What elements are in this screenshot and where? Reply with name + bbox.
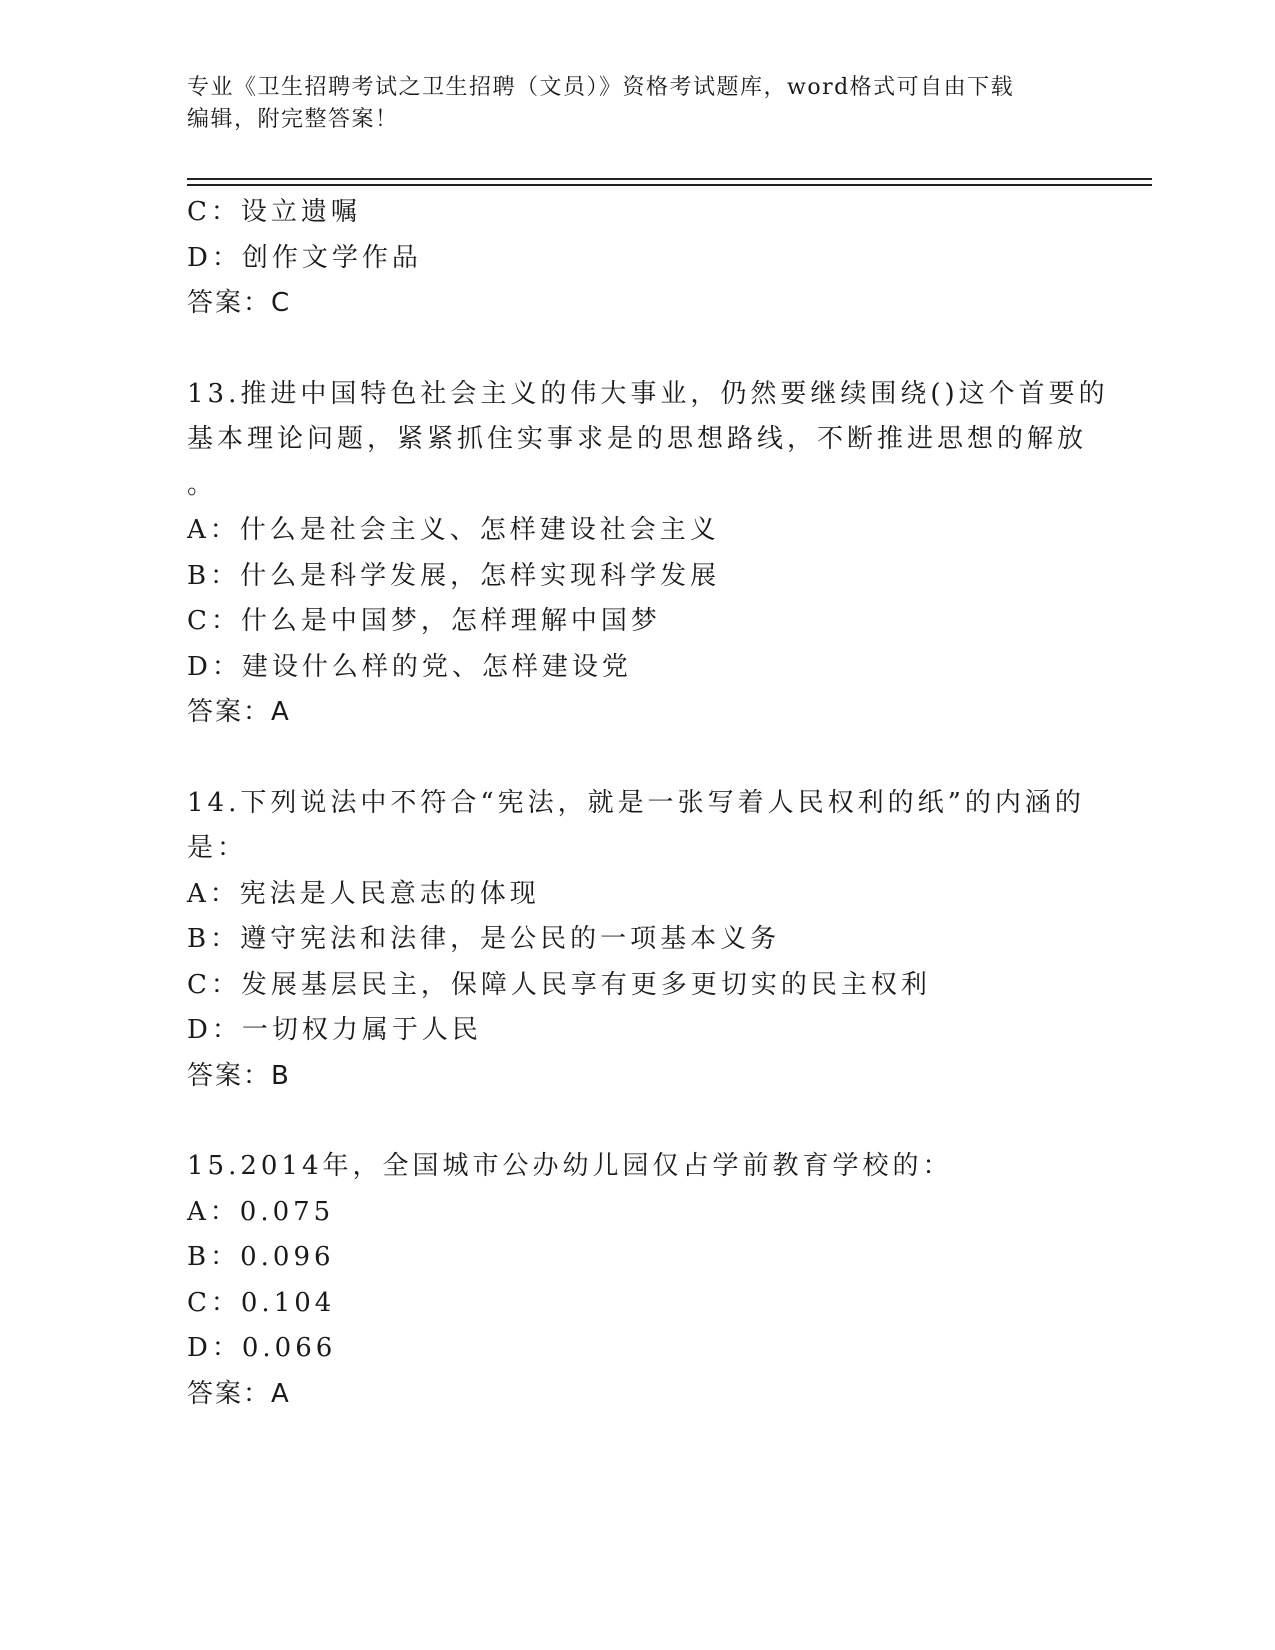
answer-line: 答案：C [187, 288, 292, 318]
option-b: B：什么是科学发展，怎样实现科学发展 [187, 560, 721, 591]
stem-line: 是： [187, 833, 248, 863]
option-a: A：宪法是人民意志的体现 [187, 878, 540, 909]
option-c: C：0.104 [187, 1287, 336, 1318]
option-c: C：设立遗嘱 [187, 197, 361, 227]
option-d: D：建设什么样的党、怎样建设党 [187, 651, 632, 682]
option-b: B：0.096 [187, 1242, 335, 1272]
stem-line: 13.推进中国特色社会主义的伟大事业，仍然要继续围绕()这个首要的 [187, 378, 1109, 409]
stem-line: 。 [187, 469, 218, 500]
header-divider-top [187, 178, 1152, 180]
option-b: B：遵守宪法和法律，是公民的一项基本义务 [187, 924, 781, 954]
option-c: C：什么是中国梦，怎样理解中国梦 [187, 606, 661, 636]
document-header [187, 72, 1067, 136]
header-line-2: 编辑，附完整答案！ [187, 107, 399, 132]
answer-line: 答案：A [187, 697, 291, 727]
header-divider-bottom [187, 184, 1152, 186]
option-d: D：创作文学作品 [187, 242, 422, 273]
stem-line: 基本理论问题，紧紧抓住实事求是的思想路线，不断推进思想的解放 [187, 424, 1088, 454]
question-13 [187, 372, 1109, 736]
option-a: A：什么是社会主义、怎样建设社会主义 [187, 515, 720, 545]
answer-line: 答案：A [187, 1378, 291, 1409]
question-15 [187, 1144, 1087, 1417]
header-line-1: 专业《卫生招聘考试之卫生招聘（文员）》资格考试题库，word格式可自由下载 [187, 75, 1015, 100]
question-list [187, 190, 1109, 1462]
option-d: D：0.066 [187, 1333, 337, 1363]
answer-line: 答案：B [187, 1060, 291, 1091]
option-a: A：0.075 [187, 1196, 335, 1227]
stem-line: 14.下列说法中不符合“宪法，就是一张写着人民权利的纸”的内涵的 [187, 787, 1085, 818]
stem-line: 15.2014年，全国城市公办幼儿园仅占学前教育学校的： [187, 1151, 953, 1181]
question-stem [187, 1144, 1067, 1190]
question-stem [187, 781, 1085, 872]
question-12-tail [187, 190, 1087, 327]
question-stem [187, 372, 1109, 509]
option-c: C：发展基层民主，保障人民享有更多更切实的民主权利 [187, 969, 931, 1000]
question-14 [187, 781, 1087, 1100]
option-d: D：一切权力属于人民 [187, 1015, 482, 1045]
